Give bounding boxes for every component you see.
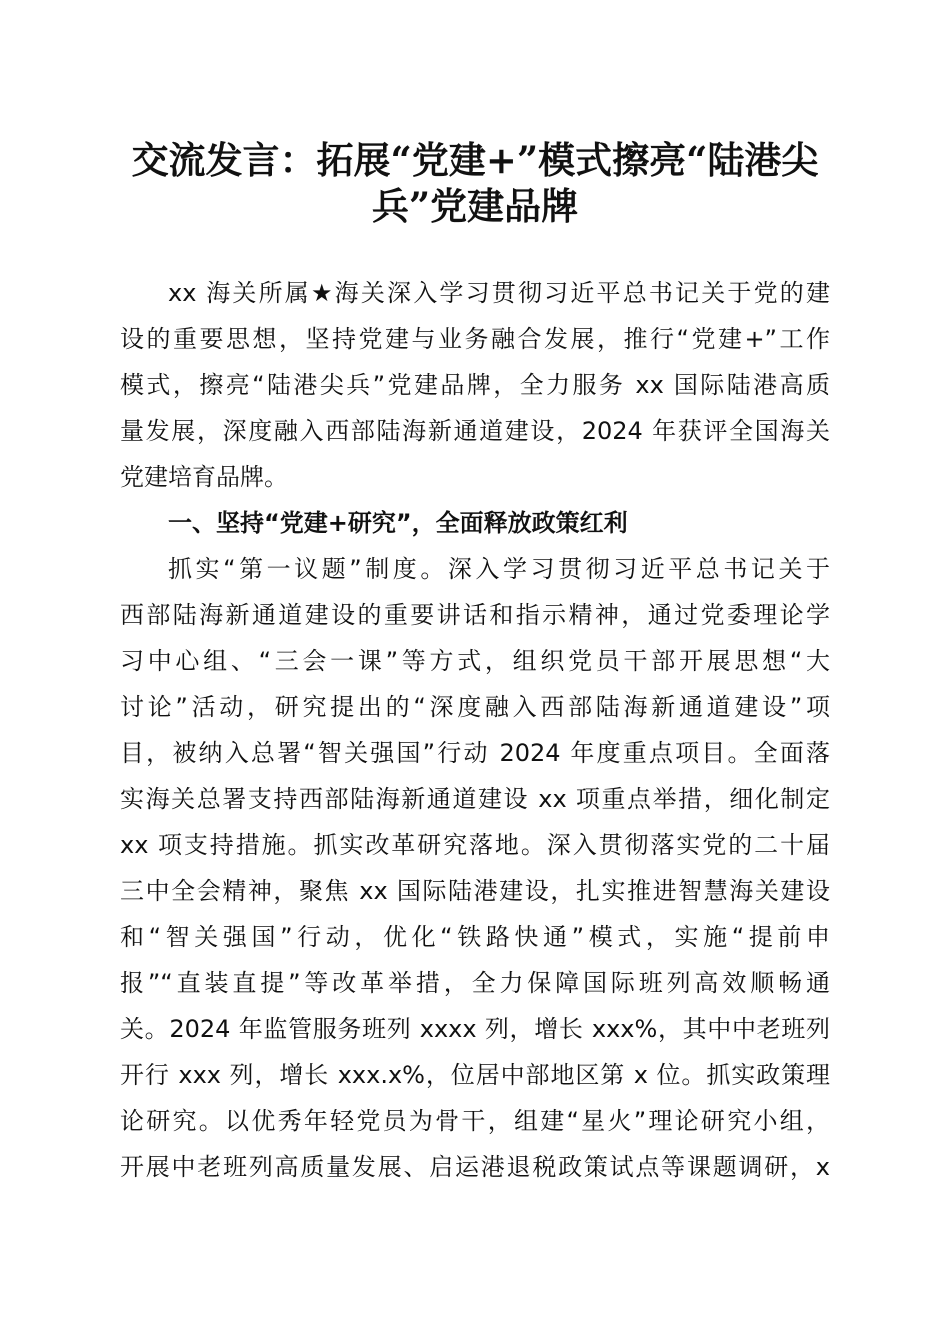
paragraph-line: xx 项支持措施。抓实改革研究落地。深入贯彻落实党的二十届 (120, 831, 830, 859)
document-title-line-2: 兵”党建品牌 (371, 184, 579, 228)
paragraph-line: 和“智关强国”行动，优化“铁路快通”模式，实施“提前申 (120, 923, 830, 951)
paragraph-line: 报”“直装直提”等改革举措，全力保障国际班列高效顺畅通 (120, 969, 830, 997)
paragraph-line: 习中心组、“三会一课”等方式，组织党员干部开展思想“大 (120, 647, 830, 675)
paragraph-line: 模式，擦亮“陆港尖兵”党建品牌，全力服务 xx 国际陆港高质 (120, 371, 830, 399)
paragraph-line: 设的重要思想，坚持党建与业务融合发展，推行“党建+”工作 (120, 325, 830, 353)
paragraph-line: 抓实“第一议题”制度。深入学习贯彻习近平总书记关于 (168, 555, 830, 583)
paragraph-line: 关。2024 年监管服务班列 xxxx 列，增长 xxx%，其中中老班列 (120, 1015, 830, 1043)
document-title-line-1: 交流发言：拓展“党建+”模式擦亮“陆港尖 (131, 138, 819, 182)
intro-paragraph (120, 270, 830, 500)
paragraph-line: 论研究。以优秀年轻党员为骨干，组建“星火”理论研究小组， (120, 1107, 830, 1135)
paragraph-line: 目，被纳入总署“智关强国”行动 2024 年度重点项目。全面落 (120, 739, 830, 767)
paragraph-line: 量发展，深度融入西部陆海新通道建设，2024 年获评全国海关 (120, 417, 830, 445)
paragraph-line: 开行 xxx 列，增长 xxx.x%，位居中部地区第 x 位。抓实政策理 (120, 1061, 830, 1089)
section-1-paragraph (120, 546, 830, 1190)
section-heading-1: 一、坚持“党建+研究”，全面释放政策红利 (168, 509, 628, 537)
paragraph-line: 开展中老班列高质量发展、启运港退税政策试点等课题调研，x (120, 1153, 830, 1181)
paragraph-line: 党建培育品牌。 (120, 463, 288, 491)
paragraph-line: 三中全会精神，聚焦 xx 国际陆港建设，扎实推进智慧海关建设 (120, 877, 830, 905)
paragraph-line: 西部陆海新通道建设的重要讲话和指示精神，通过党委理论学 (120, 601, 830, 629)
paragraph-line: 实海关总署支持西部陆海新通道建设 xx 项重点举措，细化制定 (120, 785, 830, 813)
paragraph-line: 讨论”活动，研究提出的“深度融入西部陆海新通道建设”项 (120, 693, 830, 721)
paragraph-line: xx 海关所属★海关深入学习贯彻习近平总书记关于党的建 (168, 279, 830, 307)
